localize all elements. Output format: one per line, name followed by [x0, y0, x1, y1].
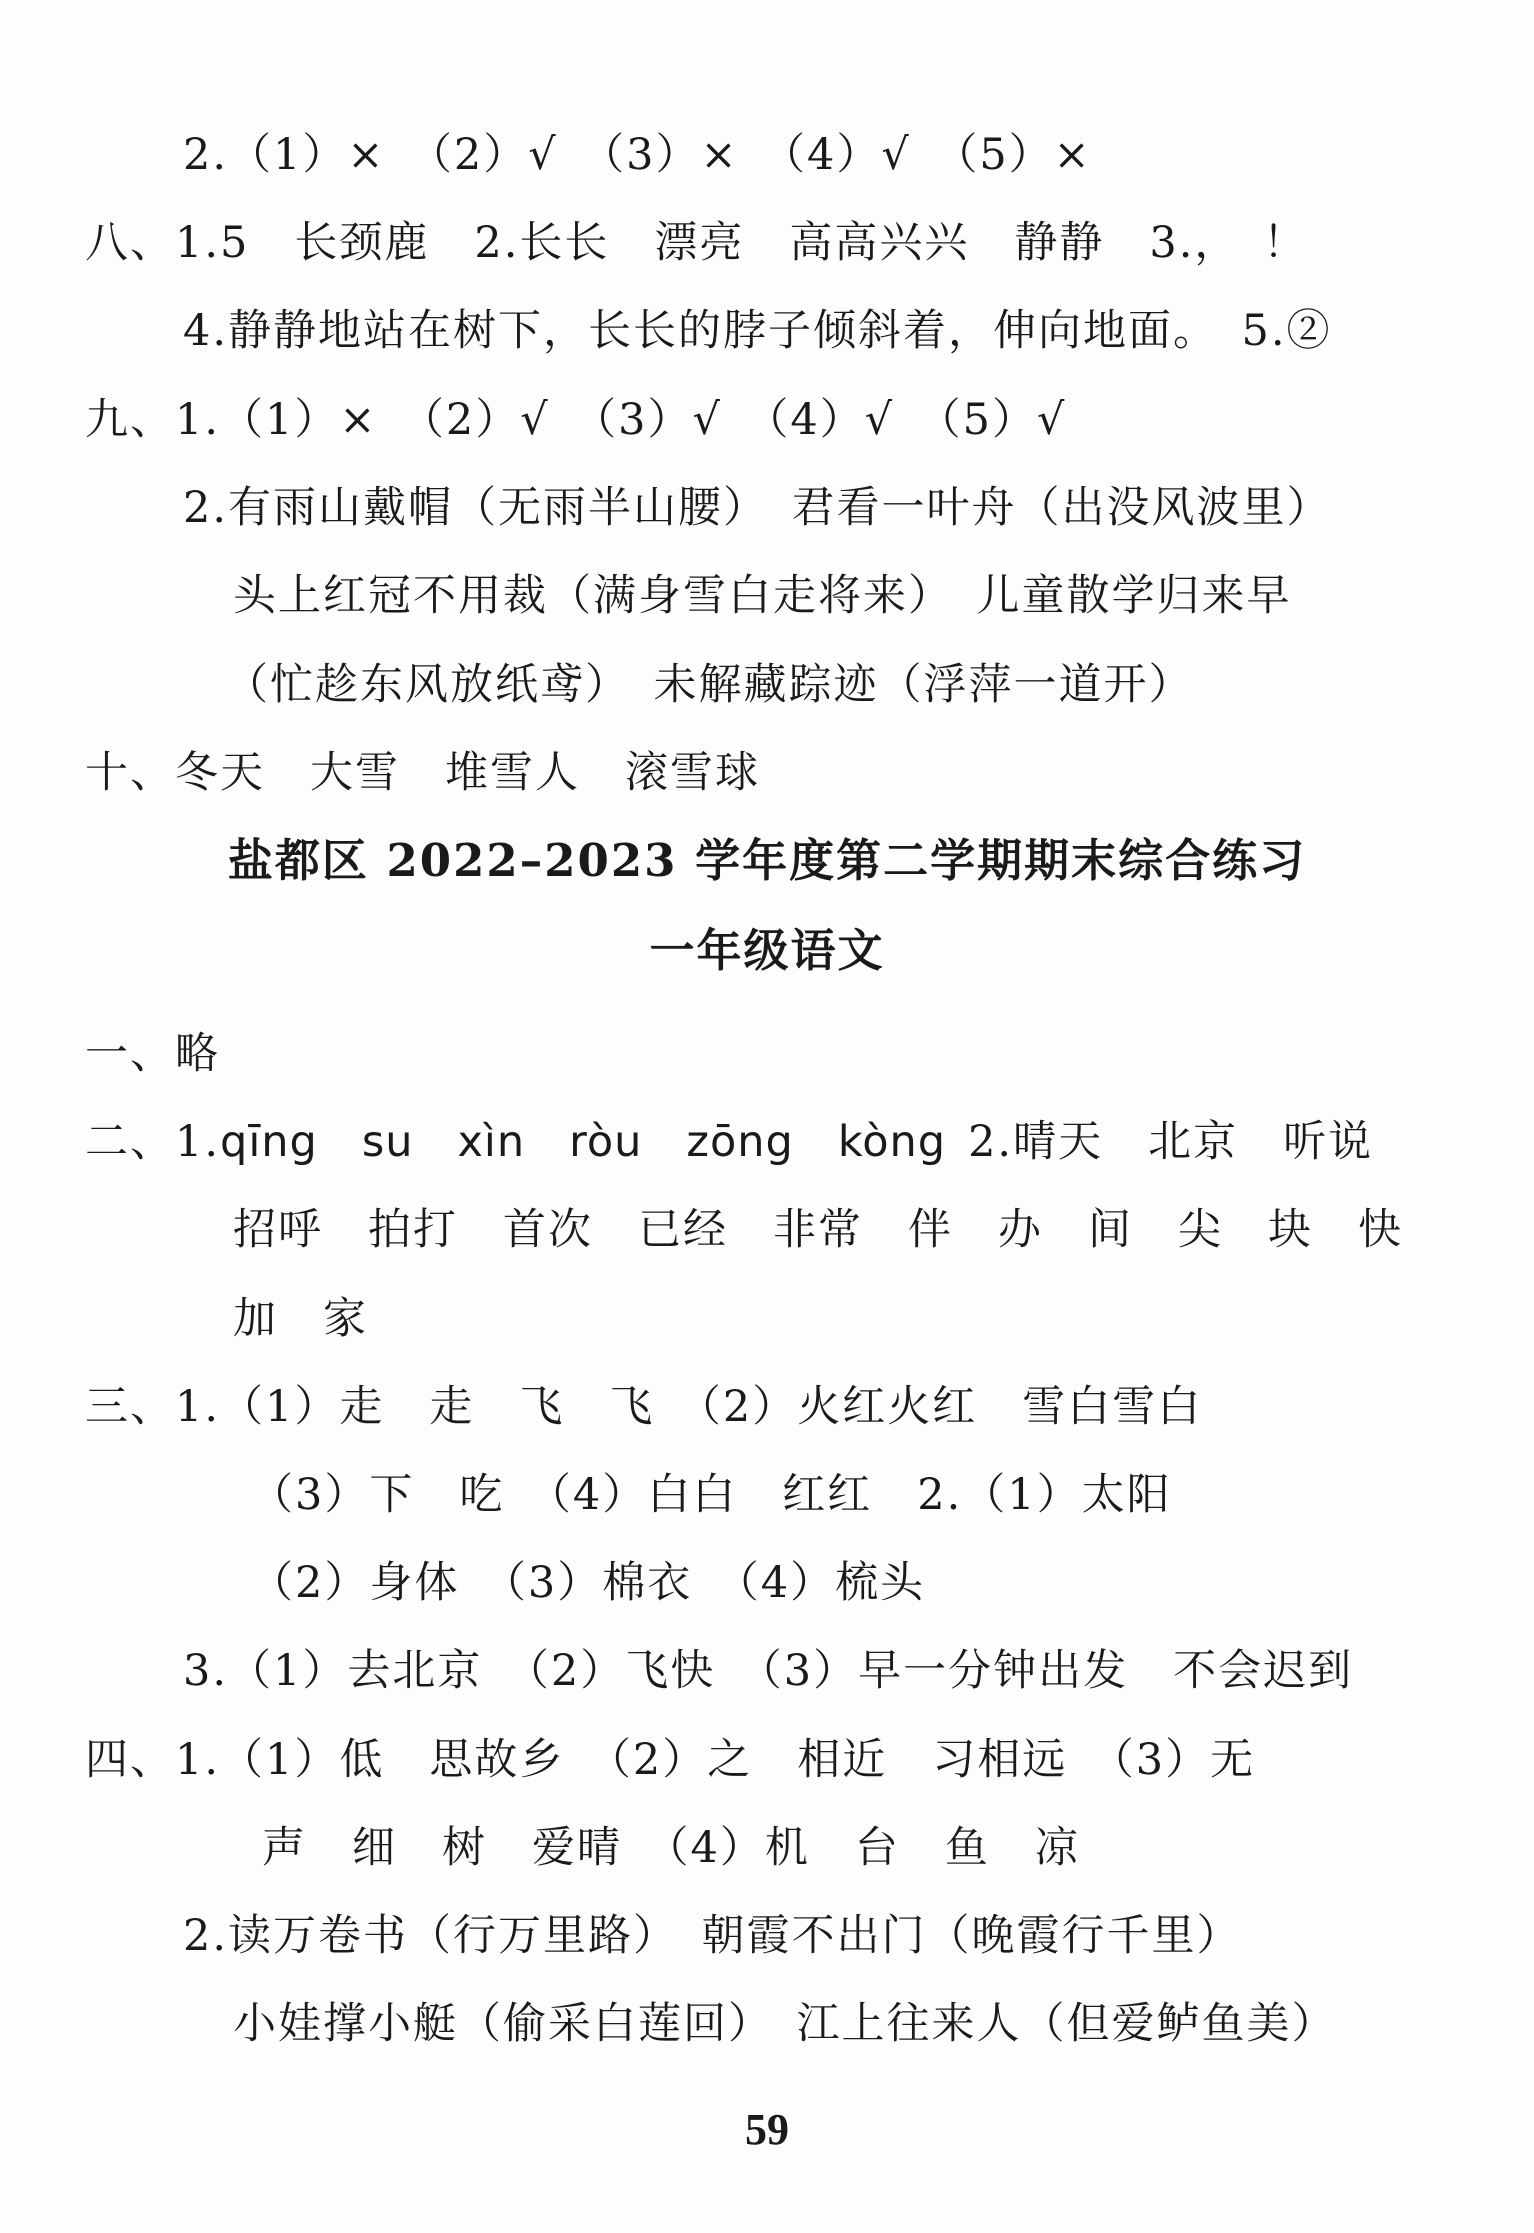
- answer-section-1: 一、略: [85, 1029, 220, 1079]
- answer-section-8-line-1: 八、1.5 长颈鹿 2.长长 漂亮 高高兴兴 静静 3.， ！: [85, 218, 1308, 268]
- answer-section-2-line-2: 招呼 拍打 首次 已经 非常 伴 办 间 尖 块 快: [233, 1205, 1403, 1255]
- exam-subtitle: 一年级语文: [649, 924, 885, 977]
- answer-section-9-line-3: 头上红冠不用裁（满身雪白走将来） 儿童散学归来早: [233, 571, 1292, 621]
- answer-section-10: 十、冬天 大雪 堆雪人 滚雪球: [85, 748, 760, 798]
- page-number: 59: [745, 2105, 789, 2154]
- answer-section-2-line-1: [85, 1112, 1373, 1172]
- answer-section-9-line-2: 2.有雨山戴帽（无雨半山腰） 君看一叶舟（出没风波里）: [183, 483, 1332, 533]
- answer-line-7-2: 2.（1）× （2）√ （3）× （4）√ （5）×: [183, 130, 1092, 180]
- section-2-suffix: 2.晴天 北京 听说: [968, 1117, 1374, 1167]
- answer-section-2-line-3: 加 家: [233, 1294, 368, 1344]
- answer-section-3-line-1: 三、1.（1）走 走 飞 飞 （2）火红火红 雪白雪白: [85, 1382, 1203, 1432]
- pinyin-answers: qīng su xìn ròu zōng kòng: [220, 1117, 947, 1167]
- answer-section-3-line-4: 3.（1）去北京 （2）飞快 （3）早一分钟出发 不会迟到: [183, 1646, 1354, 1696]
- answer-section-4-line-2: 声 细 树 爱晴 （4）机 台 鱼 凉: [262, 1823, 1080, 1873]
- answer-section-3-line-3: （2）身体 （3）棉衣 （4）梳头: [250, 1558, 926, 1608]
- answer-section-4-line-1: 四、1.（1）低 思故乡 （2）之 相近 习相远 （3）无: [85, 1735, 1256, 1785]
- answer-section-8-line-2: 4.静静地站在树下，长长的脖子倾斜着，伸向地面。 5.②: [183, 306, 1332, 356]
- answer-section-4-line-3: 2.读万卷书（行万里路） 朝霞不出门（晚霞行千里）: [183, 1911, 1242, 1961]
- answer-section-9-line-1: 九、1.（1）× （2）√ （3）√ （4）√ （5）√: [85, 395, 1067, 445]
- section-2-prefix: 二、1.: [85, 1117, 221, 1167]
- answer-section-3-line-2: （3）下 吃 （4）白白 红红 2.（1）太阳: [250, 1470, 1172, 1520]
- answer-section-4-line-4: 小娃撑小艇（偷采白莲回） 江上往来人（但爱鲈鱼美）: [233, 1999, 1337, 2049]
- exam-title: 盐都区 2022–2023 学年度第二学期期末综合练习: [227, 834, 1307, 887]
- answer-section-9-line-4: （忙趁东风放纸鸢） 未解藏踪迹（浮萍一道开）: [225, 660, 1194, 710]
